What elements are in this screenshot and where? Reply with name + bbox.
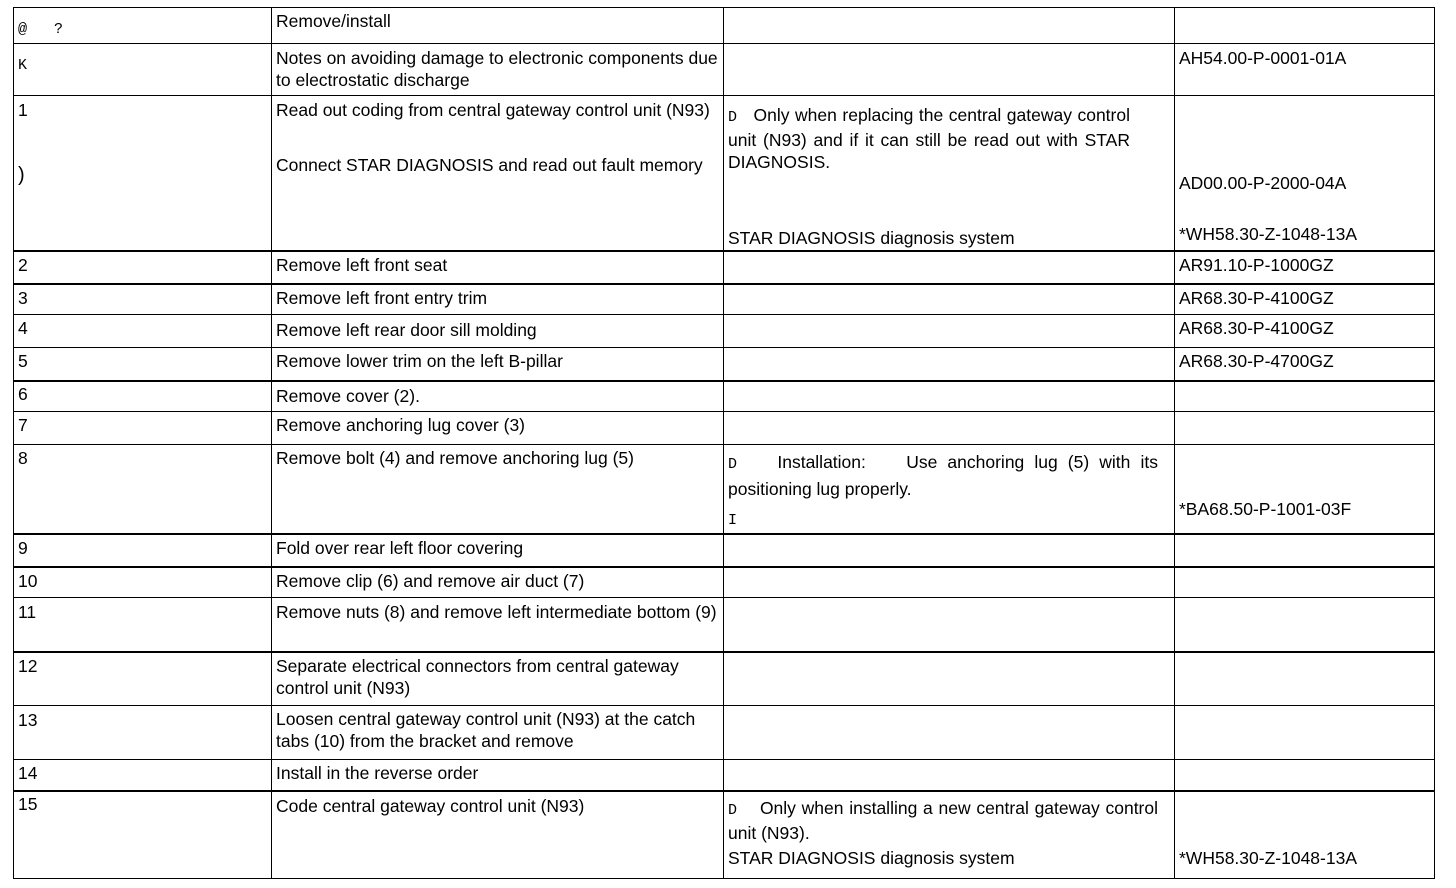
ref-cell — [1175, 791, 1435, 878]
note-text: Installation: Use anchoring lug (5) with its positioning lug properly. — [728, 452, 1163, 499]
step-description: Fold over rear left floor covering — [276, 538, 524, 558]
table-row — [14, 652, 1435, 705]
table-row — [14, 8, 1435, 44]
step-number: 10 — [18, 571, 38, 591]
note-symbol: D — [728, 456, 738, 473]
desc-cell — [272, 759, 724, 791]
procedure-document — [13, 7, 1431, 879]
ref-cell — [1175, 381, 1435, 412]
step-symbol: ) — [18, 164, 25, 186]
ref-cell — [1175, 44, 1435, 96]
step-cell — [14, 759, 272, 791]
step-description: Remove left rear door sill molding — [276, 320, 537, 340]
note-cell — [724, 412, 1175, 445]
ref-cell — [1175, 759, 1435, 791]
note-text: Only when installing a new central gateway control unit (N93). — [728, 798, 1159, 843]
note-cell — [724, 759, 1175, 791]
note-cell — [724, 315, 1175, 348]
reference-link[interactable]: *WH58.30-Z-1048-13A — [1179, 848, 1357, 868]
desc-cell — [272, 652, 724, 705]
step-cell — [14, 567, 272, 597]
table-row — [14, 96, 1435, 251]
desc-cell — [272, 534, 724, 567]
desc-cell — [272, 8, 724, 44]
ref-cell — [1175, 652, 1435, 705]
step-cell — [14, 652, 272, 705]
step-description: Code central gateway control unit (N93) — [276, 796, 585, 816]
step-description: Remove cover (2). — [276, 385, 420, 406]
table-row — [14, 791, 1435, 878]
table-row — [14, 348, 1435, 381]
step-number: 2 — [18, 254, 28, 275]
reference-link[interactable]: AH54.00-P-0001-01A — [1179, 48, 1347, 68]
step-number: 5 — [18, 351, 28, 371]
table-row — [14, 759, 1435, 791]
note-cell — [724, 96, 1175, 251]
note-cell — [724, 567, 1175, 597]
step-number: 8 — [18, 448, 28, 468]
step-cell — [14, 44, 272, 96]
ref-cell — [1175, 705, 1435, 759]
step-symbol: @ ? — [18, 21, 64, 38]
procedure-table — [13, 7, 1435, 879]
step-description: Remove anchoring lug cover (3) — [276, 415, 526, 435]
step-description: Loosen central gateway control unit (N93) at the catch tabs (10) from the bracket and remove — [276, 708, 696, 751]
step-cell — [14, 96, 272, 251]
reference-link[interactable]: AR68.30-P-4100GZ — [1179, 287, 1334, 308]
step-cell — [14, 8, 272, 44]
table-row — [14, 284, 1435, 315]
desc-cell — [272, 284, 724, 315]
step-description: Remove nuts (8) and remove left intermediate bottom (9) — [276, 601, 717, 622]
reference-link[interactable]: AR68.30-P-4700GZ — [1179, 351, 1334, 371]
desc-cell — [272, 597, 724, 652]
reference-link[interactable]: *WH58.30-Z-1048-13A — [1179, 224, 1357, 244]
ref-cell — [1175, 567, 1435, 597]
note-cell — [724, 44, 1175, 96]
desc-cell — [272, 791, 724, 878]
step-cell — [14, 534, 272, 567]
reference-link[interactable]: AR91.10-P-1000GZ — [1179, 254, 1334, 275]
note-text: Only when replacing the central gateway control unit (N93) and if it can still be read out with STAR DIAGNOSIS. — [728, 105, 1130, 172]
table-row — [14, 315, 1435, 348]
table-row — [14, 412, 1435, 445]
step-description: Remove clip (6) and remove air duct (7) — [276, 571, 585, 591]
note-cell — [724, 284, 1175, 315]
note-cell — [724, 705, 1175, 759]
step-cell — [14, 412, 272, 445]
step-description: Separate electrical connectors from central gateway control unit (N93) — [276, 656, 679, 698]
ref-cell — [1175, 348, 1435, 381]
desc-cell — [272, 445, 724, 535]
note-cell — [724, 597, 1175, 652]
desc-cell — [272, 44, 724, 96]
step-cell — [14, 445, 272, 535]
step-cell — [14, 791, 272, 878]
desc-cell — [272, 251, 724, 284]
step-description: Connect STAR DIAGNOSIS and read out fault memory — [276, 155, 703, 175]
table-row — [14, 597, 1435, 652]
step-number: 4 — [18, 318, 28, 338]
ref-cell — [1175, 284, 1435, 315]
ref-cell — [1175, 8, 1435, 44]
desc-cell — [272, 348, 724, 381]
ref-cell — [1175, 96, 1435, 251]
table-row — [14, 251, 1435, 284]
note-cell — [724, 8, 1175, 44]
desc-cell — [272, 96, 724, 251]
desc-cell — [272, 381, 724, 412]
step-cell — [14, 284, 272, 315]
note-symbol: D — [728, 802, 738, 819]
step-number: 15 — [18, 794, 38, 814]
note-cell — [724, 381, 1175, 412]
note-cell — [724, 791, 1175, 878]
desc-cell — [272, 705, 724, 759]
step-description: Read out coding from central gateway control unit (N93) — [276, 100, 710, 120]
table-row — [14, 445, 1435, 535]
note-cell — [724, 445, 1175, 535]
ref-cell — [1175, 534, 1435, 567]
step-description: Remove left front entry trim — [276, 287, 488, 308]
step-number: 9 — [18, 538, 28, 558]
step-description: Remove lower trim on the left B-pillar — [276, 351, 563, 371]
step-number: 12 — [18, 656, 38, 676]
note-cell — [724, 534, 1175, 567]
step-description: Remove bolt (4) and remove anchoring lug (5) — [276, 448, 634, 468]
ref-cell — [1175, 445, 1435, 535]
table-row — [14, 705, 1435, 759]
table-row — [14, 567, 1435, 597]
note-text: STAR DIAGNOSIS diagnosis system — [728, 848, 1015, 868]
table-row — [14, 534, 1435, 567]
step-number: 3 — [18, 287, 28, 308]
step-number: 7 — [18, 415, 28, 435]
note-text: STAR DIAGNOSIS diagnosis system — [728, 228, 1015, 248]
desc-cell — [272, 412, 724, 445]
reference-link[interactable]: AR68.30-P-4100GZ — [1179, 318, 1334, 338]
step-number: 6 — [18, 383, 28, 404]
table-row — [14, 381, 1435, 412]
table-row — [14, 44, 1435, 96]
desc-cell — [272, 567, 724, 597]
note-cell — [724, 652, 1175, 705]
step-cell — [14, 597, 272, 652]
step-symbol: K — [18, 57, 28, 74]
note-cell — [724, 348, 1175, 381]
note-cell — [724, 251, 1175, 284]
step-cell — [14, 705, 272, 759]
note-symbol: D — [728, 109, 738, 126]
step-cell — [14, 315, 272, 348]
step-number: 1 — [18, 100, 28, 120]
step-cell — [14, 348, 272, 381]
step-number: 14 — [18, 762, 38, 783]
step-description: Remove/install — [276, 11, 391, 31]
ref-cell — [1175, 412, 1435, 445]
note-symbol: I — [728, 512, 738, 529]
step-cell — [14, 251, 272, 284]
step-cell — [14, 381, 272, 412]
reference-link[interactable]: *BA68.50-P-1001-03F — [1179, 499, 1352, 519]
ref-cell — [1175, 315, 1435, 348]
step-description: Install in the reverse order — [276, 762, 479, 783]
step-number: 11 — [18, 601, 37, 622]
ref-cell — [1175, 597, 1435, 652]
desc-cell — [272, 315, 724, 348]
reference-link[interactable]: AD00.00-P-2000-04A — [1179, 173, 1347, 193]
step-description: Remove left front seat — [276, 254, 448, 275]
step-number: 13 — [18, 709, 38, 730]
ref-cell — [1175, 251, 1435, 284]
step-description: Notes on avoiding damage to electronic components due to electrostatic discharge — [276, 48, 718, 90]
